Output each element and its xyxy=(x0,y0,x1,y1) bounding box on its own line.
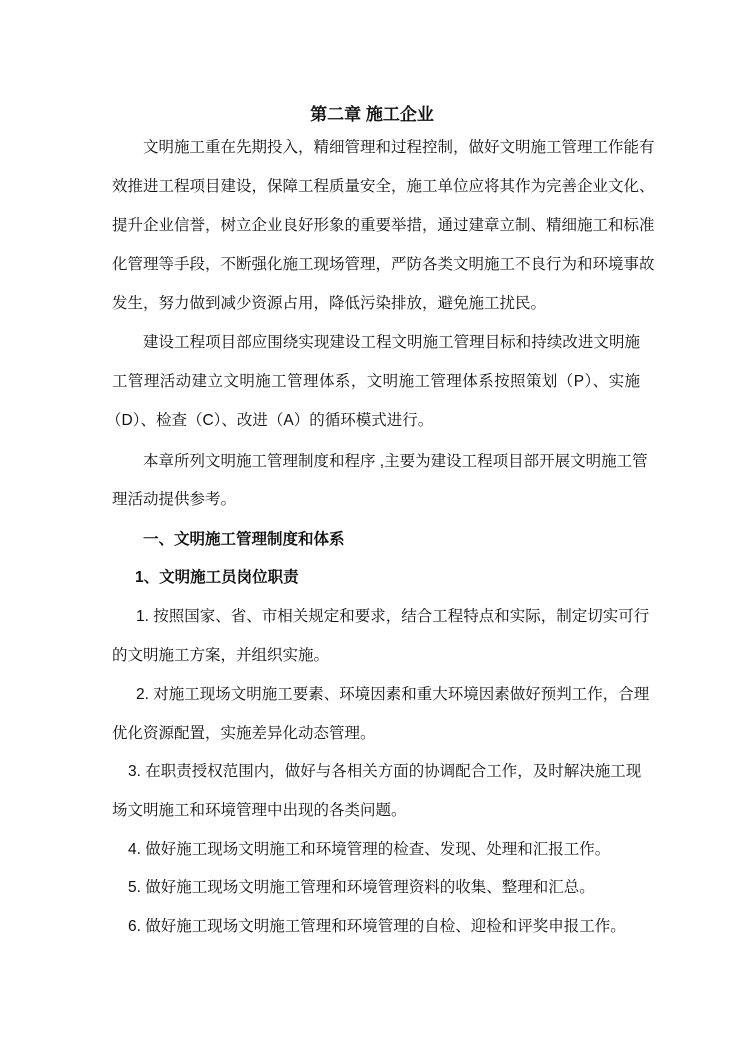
section-heading: 一、文明施工管理制度和体系 xyxy=(143,531,345,548)
page-title: 第二章 施工企业 xyxy=(310,105,434,124)
text-line: 化管理等手段，不断强化施工现场管理，严防各类文明施工不良行为和环境事故 xyxy=(112,256,655,273)
list-item-line: 5. 做好施工现场文明施工管理和环境管理资料的收集、整理和汇总。 xyxy=(128,879,595,896)
text-line: 提升企业信誉，树立企业良好形象的重要举措，通过建章立制、精细施工和标准 xyxy=(112,217,655,234)
text-line: 建设工程项目部应围绕实现建设工程文明施工管理目标和持续改进文明施 xyxy=(143,334,640,351)
list-item-line: 场文明施工和环境管理中出现的各类问题。 xyxy=(112,802,407,819)
list-item-line: 1. 按照国家、省、市相关规定和要求，结合工程特点和实际，制定切实可行 xyxy=(136,608,650,625)
subsection-heading: 1、文明施工员岗位职责 xyxy=(135,569,299,586)
text-line: 发生，努力做到减少资源占用，降低污染排放，避免施工扰民。 xyxy=(112,295,547,312)
text-line: 理活动提供参考。 xyxy=(112,491,237,508)
list-item-line: 优化资源配置，实施差异化动态管理。 xyxy=(112,725,376,742)
list-item-line: 3. 在职责授权范围内，做好与各相关方面的协调配合工作，及时解决施工现 xyxy=(128,763,642,780)
text-line: 本章所列文明施工管理制度和程序 ,主要为建设工程项目部开展文明施工管 xyxy=(143,453,648,470)
text-line: 文明施工重在先期投入，精细管理和过程控制，做好文明施工管理工作能有 xyxy=(143,139,655,156)
list-item-line: 6. 做好施工现场文明施工管理和环境管理的自检、迎检和评奖申报工作。 xyxy=(128,918,626,935)
list-item-line: 的文明施工方案，并组织实施。 xyxy=(112,647,330,664)
list-item-line: 4. 做好施工现场文明施工和环境管理的检查、发现、处理和汇报工作。 xyxy=(128,841,611,858)
list-item-line: 2. 对施工现场文明施工要素、环境因素和重大环境因素做好预判工作，合理 xyxy=(136,686,650,703)
text-line: 效推进工程项目建设，保障工程质量安全，施工单位应将其作为完善企业文化、 xyxy=(112,178,655,195)
text-line: 工管理活动建立文明施工管理体系，文明施工管理体系按照策划（P）、实施 xyxy=(112,373,640,390)
text-line: （D）、检查（C）、改进（A）的循环模式进行。 xyxy=(106,412,434,429)
